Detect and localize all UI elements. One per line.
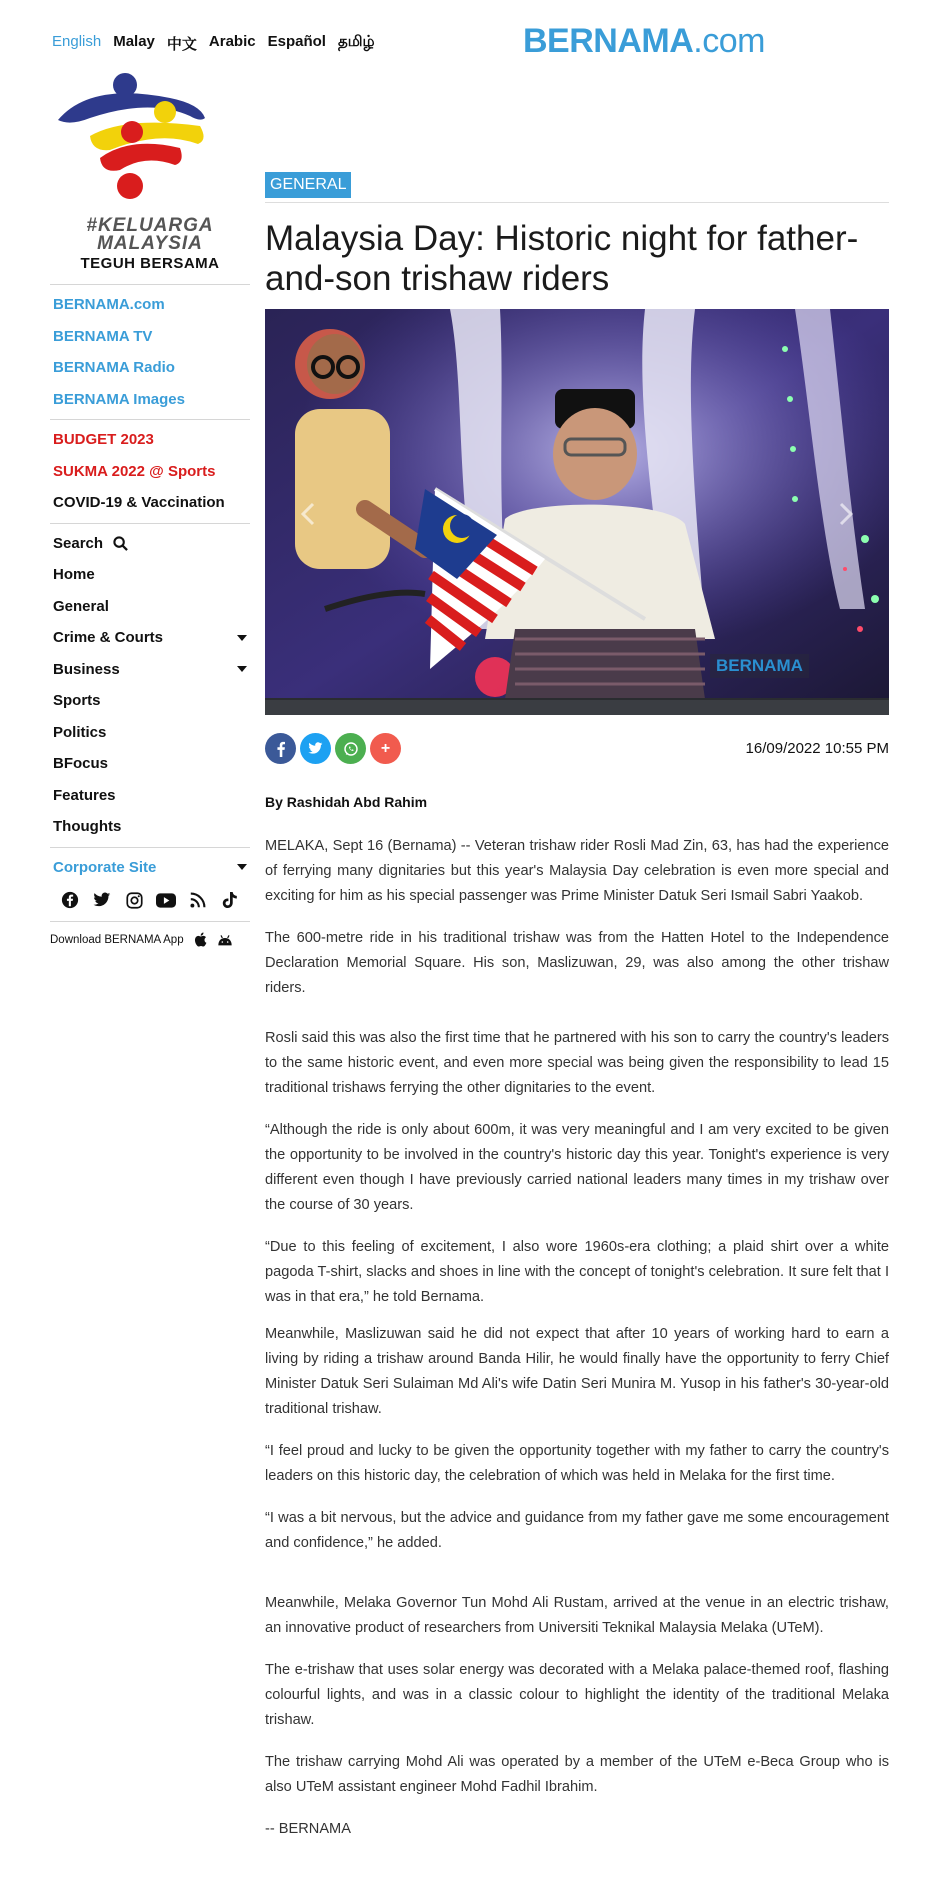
byline: By Rashidah Abd Rahim [265,794,428,810]
sidebar-item-label: Business [53,660,120,678]
android-icon[interactable] [217,933,233,947]
sidebar [50,70,250,947]
article-signoff: -- BERNAMA [265,1821,351,1837]
lang-tamil[interactable]: தமிழ் [337,33,375,50]
sidebar-item-budget[interactable]: BUDGET 2023 [53,431,154,449]
social-links [50,883,250,917]
brand-suffix: .com [693,22,765,60]
search-icon [113,536,128,551]
divider [50,419,250,420]
sidebar-item-business[interactable] [50,654,250,686]
sidebar-item-politics[interactable]: Politics [53,723,107,741]
share-more-icon[interactable]: + [370,733,401,764]
logo-line-2: MALAYSIA [97,233,203,254]
sidebar-item-label: Crime & Courts [53,629,164,647]
caret-down-icon [237,666,247,672]
sidebar-item-features[interactable]: Features [53,786,116,804]
rss-icon[interactable] [187,889,209,911]
lang-arabic[interactable]: Arabic [208,33,256,50]
paragraph: MELAKA, Sept 16 (Bernama) -- Veteran trishaw rider Rosli Mad Zin, 63, has had the experience of ferrying many dignitaries but this year's Malaysia Day celebration is even more special and exciting for him as his special passenger was Prime Minister Datuk Seri Ismail Sabri Yaakob. [265,838,889,904]
brand-name: BERNAMA [523,22,694,60]
sidebar-item-thoughts[interactable]: Thoughts [53,818,122,836]
keluarga-emblem-icon [50,70,250,215]
paragraph: The trishaw carrying Mohd Ali was operated by a member of the UTeM e-Beca Group who is also UTeM assistant engineer Mohd Fadhil Ibrahim. [265,1754,889,1795]
category-badge[interactable]: GENERAL [265,172,351,198]
paragraph: Meanwhile, Maslizuwan said he did not expect that after 10 years of working hard to earn a living by riding a trishaw around Banda Hilir, he would finally have the opportunity to ferry Chief Minister Datuk Seri Sulaiman Md Ali's wife Datin Seri Munira M. Yusop in his father's 30-year-old traditional trishaw. [265,1326,889,1417]
caret-down-icon [237,635,247,641]
sidebar-item-bfocus[interactable]: BFocus [53,755,109,773]
image-watermark: BERNAMA [710,654,809,678]
youtube-icon[interactable] [155,889,177,911]
sidebar-item-label: Corporate Site [53,858,157,876]
share-facebook-icon[interactable] [265,733,296,764]
sidebar-item-bernama-radio[interactable]: BERNAMA Radio [53,359,175,377]
divider [50,523,250,524]
share-twitter-icon[interactable] [300,733,331,764]
lang-chinese[interactable]: 中文 [166,36,197,53]
sidebar-search[interactable] [50,528,250,560]
instagram-icon[interactable] [123,889,145,911]
logo-text [50,215,250,272]
article-meta [265,733,889,764]
paragraph: The 600-metre ride in his traditional trishaw was from the Hatten Hotel to the Independence Declaration Memorial Square. His son, Maslizuwan, 29, was also among the other trishaw riders. [265,930,889,996]
publish-date: 16/09/2022 10:55 PM [745,740,889,757]
apple-icon[interactable] [194,932,207,947]
lang-english[interactable]: English [52,33,102,50]
caret-down-icon [237,864,247,870]
paragraph: Meanwhile, Melaka Governor Tun Mohd Ali Rustam, arrived at the venue in an electric trishaw, an innovative product of researchers from Universiti Teknikal Malaysia Melaka (UTeM). [265,1595,889,1636]
paragraph: Rosli said this was also the first time that he partnered with his son to carry the country's leaders to the same historic event, and even more special was being given the responsibility to lead 15 traditional trishaws ferrying the other dignitaries to the event. [265,1030,889,1096]
tiktok-icon[interactable] [219,889,241,911]
category-row [265,172,889,203]
sidebar-item-crime-courts[interactable] [50,622,250,654]
divider [50,847,250,848]
paragraph: The e-trishaw that uses solar energy was decorated with a Melaka palace-themed roof, flashing colourful lights, and was in a classic colour to highlight the identity of the traditional Melaka trishaw. [265,1662,889,1728]
article-body [265,834,889,1842]
divider [50,921,250,922]
twitter-icon[interactable] [91,889,113,911]
sidebar-item-bernama-tv[interactable]: BERNAMA TV [53,327,153,345]
sidebar-item-bernama-com[interactable]: BERNAMA.com [53,296,165,314]
sidebar-item-home[interactable]: Home [53,566,95,584]
sidebar-item-corporate-site[interactable] [50,852,250,884]
lang-spanish[interactable]: Español [267,33,326,50]
divider [50,284,250,285]
facebook-icon[interactable] [59,889,81,911]
paragraph: “I feel proud and lucky to be given the opportunity together with my father to carry the country's leaders on this historic day, the celebration of which was held in Melaka for the first time. [265,1443,889,1484]
share-whatsapp-icon[interactable] [335,733,366,764]
article [265,172,889,1859]
sidebar-item-bernama-images[interactable]: BERNAMA Images [53,390,185,408]
download-label: Download BERNAMA App [50,933,184,946]
sidebar-item-sukma[interactable]: SUKMA 2022 @ Sports [53,462,216,480]
paragraph: “Due to this feeling of excitement, I also wore 1960s-era clothing; a plaid shirt over a white pagoda T-shirt, slacks and shoes in line with the concept of tonight's celebration. It sure felt that I was in that era,” he told Bernama. [265,1239,889,1305]
sidebar-item-general[interactable]: General [53,597,109,615]
article-image[interactable] [265,309,889,715]
paragraph: “I was a bit nervous, but the advice and guidance from my father gave me some encouragement and confidence,” he added. [265,1510,889,1551]
brand-logo[interactable] [523,22,765,61]
logo-line-1: #KELUARGA [86,215,214,236]
lang-malay[interactable]: Malay [113,33,155,50]
keluarga-malaysia-logo[interactable] [50,70,250,280]
search-label: Search [53,534,104,552]
download-app [50,926,250,947]
article-title: Malaysia Day: Historic night for father-and-son trishaw riders [265,219,859,298]
share-buttons [265,733,401,764]
sidebar-item-covid[interactable]: COVID-19 & Vaccination [53,494,225,512]
sidebar-item-sports[interactable]: Sports [53,692,101,710]
paragraph: “Although the ride is only about 600m, it was very meaningful and I am very excited to be given the opportunity to be involved in the country's historic day this year. Tonight's experience is very different even though I have previously carried national leaders many times in my trishaw over the course of 30 years. [265,1122,889,1213]
language-bar [52,33,375,54]
logo-line-3: TEGUH BERSAMA [80,255,220,272]
